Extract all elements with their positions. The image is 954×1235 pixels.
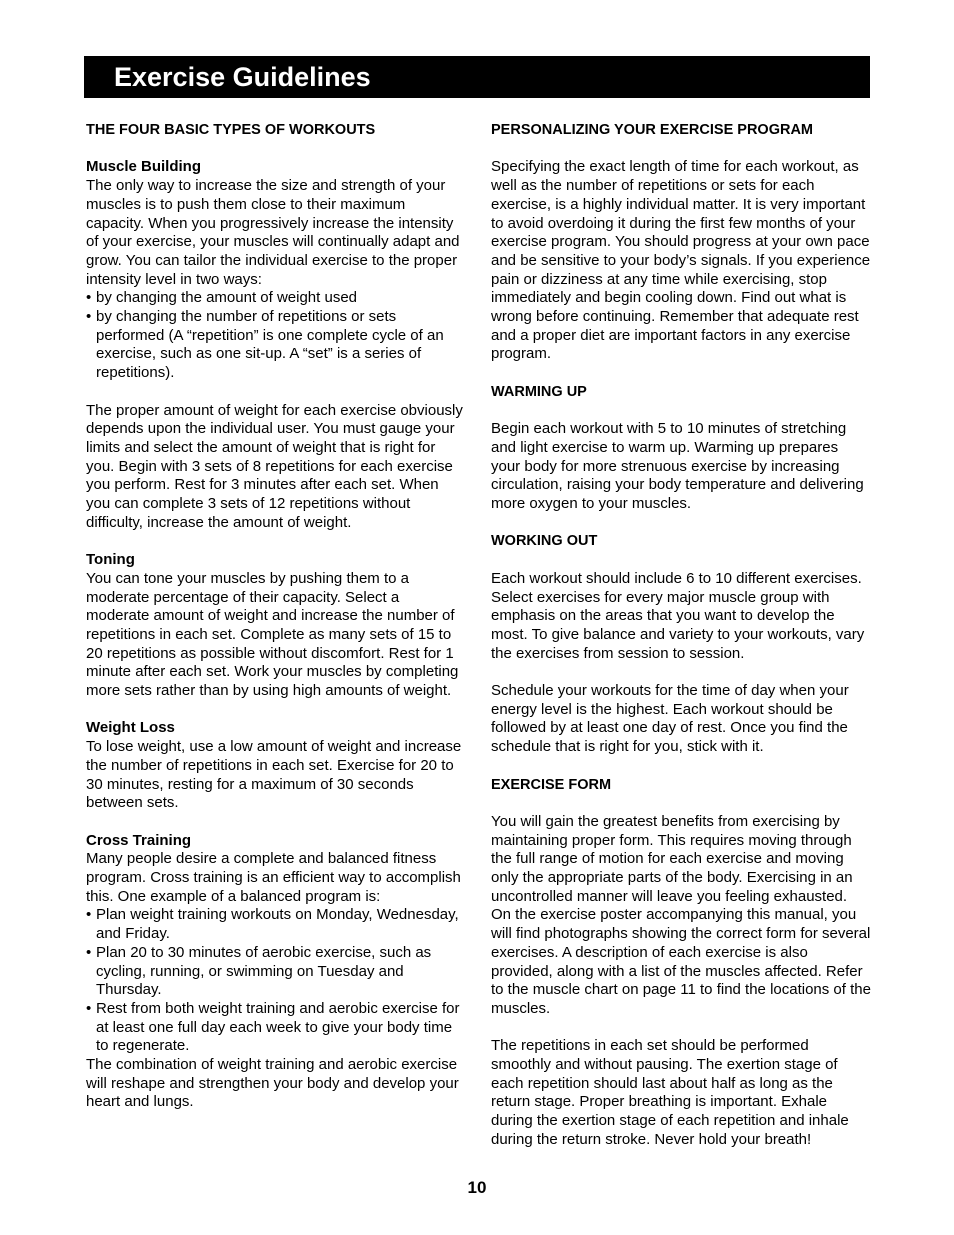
cross-training-intro: Many people desire a complete and balanced fitness program. Cross training is an efficient way to accomplish this. One example of a balanced program is: — [86, 850, 461, 905]
section-heading-warming-up: WARMING UP — [491, 383, 587, 400]
section-heading-working-out: WORKING OUT — [491, 533, 598, 550]
section-heading-exercise-form: EXERCISE FORM — [491, 776, 612, 793]
page-number: 10 — [467, 1178, 487, 1197]
personalizing-text: Specifying the exact length of time for each workout, as well as the number of repetitions or sets for each exercise, is a highly individual matter. It is very important to avoid overdoing it during the first few months of your exercise program. You should progress at your own pace and be sensitive to your body’s signals. If you experience pain or dizziness at any time while exercising, stop immediately and begin cooling down. Find out what is wrong before continuing. Remember that adequate rest and a proper diet are important factors in any exercise program. — [491, 158, 871, 363]
subheading-cross-training: Cross Training — [86, 831, 192, 849]
muscle-building-intro: The only way to increase the size and strength of your muscles is to push them close to their maximum capacity. When you progressively increase the intensity of your exercise, your muscles will continually adapt and grow. You can tailor the individual exercise to the proper intensity level in two ways: — [86, 177, 460, 288]
cross-training-bullet-3: • Rest from both weight training and aerobic exercise for at least one full day each week to give your body time to regenerate. — [86, 1000, 466, 1056]
cross-training-bullet-1: • Plan weight training workouts on Monday, Wednesday, and Friday. — [86, 906, 466, 943]
muscle-building-bullet-1: • by changing the amount of weight used — [86, 289, 466, 308]
exercise-form-text-1: You will gain the greatest benefits from exercising by maintaining proper form. This requires moving through the full range of motion for each exercise and moving only the appropriate parts of the body. Exercising in an uncontrolled manner will leave you feeling exhausted. On the exercise poster accompanying this manual, you will find photographs showing the correct form for several exercises. A description of each exercise is also provided, along with a list of the muscles affected. Refer to the muscle chart on page 11 to find the locations of the muscles. — [491, 812, 871, 1017]
muscle-building-bullet-2: • by changing the number of repetitions or sets performed (A “repetition” is one complete cycle of an exercise, such as one sit-up. A “set” is a series of repetitions). — [86, 308, 466, 383]
section-heading-personalizing: PERSONALIZING YOUR EXERCISE PROGRAM — [491, 122, 813, 138]
right-column — [491, 121, 871, 1150]
working-out-text-2: Schedule your workouts for the time of day when your energy level is the highest. Each workout should be followed by at least one day of rest. Once you find the schedule that is right for you, stick with it. — [491, 682, 849, 756]
working-out-text-1: Each workout should include 6 to 10 different exercises. Select exercises for every major muscle group with emphasis on the areas that you want to develop the most. To give balance and variety to your workouts, vary the exercises from session to session. — [491, 569, 865, 662]
warming-up-text: Begin each workout with 5 to 10 minutes of stretching and light exercise to warm up. Warming up prepares your body for more strenuous exercise by increasing circulation, raising your body temperature and delivering more oxygen to your muscles. — [491, 420, 864, 513]
section-heading-four-basic-types: THE FOUR BASIC TYPES OF WORKOUTS — [86, 122, 376, 138]
subheading-toning: Toning — [86, 551, 135, 569]
cross-training-outro: The combination of weight training and aerobic exercise will reshape and strengthen your body and develop your heart and lungs. — [86, 1056, 459, 1111]
toning-text: You can tone your muscles by pushing them to a moderate percentage of their capacity. Select a moderate amount of weight and increase the number of repetitions in each set. Complete as many sets of 15 to 20 repetitions as possible without discomfort. Rest for 1 minute after each set. Work your muscles by completing more sets rather than by using high amounts of weight. — [86, 569, 459, 700]
left-column — [86, 121, 466, 1112]
exercise-form-text-2: The repetitions in each set should be performed smoothly and without pausing. The exertion stage of each repetition should last about half as long as the return stage. Proper breathing is important. Exhale during the exertion stage of each repetition and inhale during the return stroke. Never hold your breath! — [491, 1037, 849, 1148]
weight-loss-text: To lose weight, use a low amount of weight and increase the number of repetitions in each set. Exercise for 20 to 30 minutes, resting for a maximum of 30 seconds between sets. — [86, 738, 462, 812]
muscle-building-paragraph-2: The proper amount of weight for each exercise obviously depends upon the individual user. You must gauge your limits and select the amount of weight that is right for you. Begin with 3 sets of 8 repetitions for each exercise you perform. Rest for 3 minutes after each set. When you can complete 3 sets of 12 repetitions without difficulty, increase the amount of weight. — [86, 401, 463, 531]
cross-training-bullet-2: • Plan 20 to 30 minutes of aerobic exercise, such as cycling, running, or swimming on Tuesday and Thursday. — [86, 944, 466, 1000]
page-title: Exercise Guidelines — [84, 56, 870, 98]
subheading-muscle-building: Muscle Building — [86, 158, 202, 176]
subheading-weight-loss: Weight Loss — [86, 719, 175, 737]
